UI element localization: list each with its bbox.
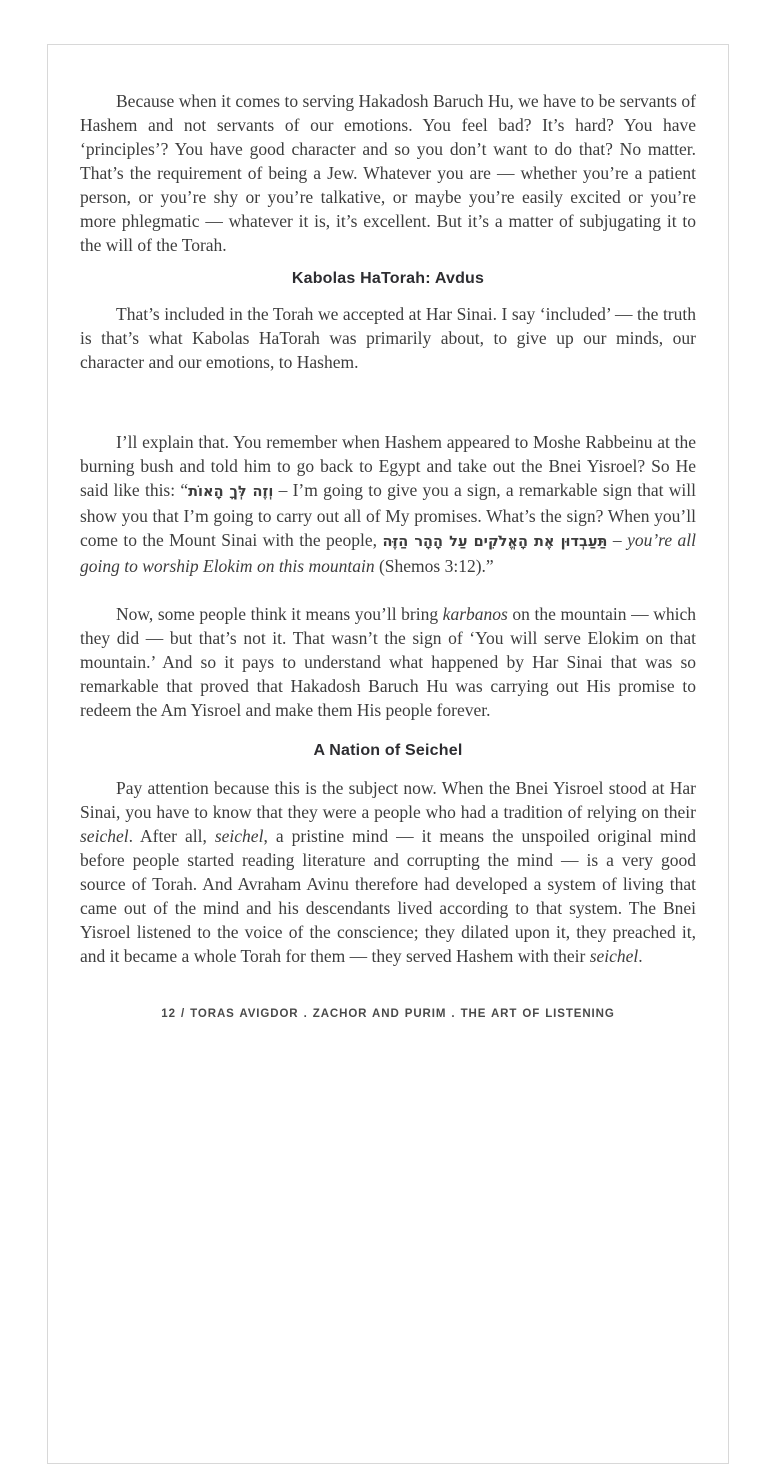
text-run: – [607,530,628,550]
hebrew-text-run: וְזֶה לְּךָ הָאוֹת [188,484,274,500]
section-heading-a-nation-of-seichel: A Nation of Seichel [313,742,463,759]
text-run: (Shemos 3:12).” [378,556,494,576]
text-run: on the mountain — which they did — but that’s not it. That wasn’t the sign of ‘You will serve Elokim on that mountain.’ And so it pays to understand what happened by Har Sinai that was so remarkable that proved that Hakadosh Baruch Hu was carrying out His promise to redeem the Am Yisroel and make them His people forever. [80,604,696,720]
italic-text-run: seichel [214,826,264,846]
text-run: . After all, [128,826,215,846]
page-footer-running-title: 12 / TORAS AVIGDOR . ZACHOR AND PURIM . THE ART OF LISTENING [161,1008,615,1020]
italic-text-run: you’re all going to worship Elokim on this mountain [80,530,696,576]
text-run: Now, some people think it means you’ll bring [116,604,443,624]
italic-text-run: karbanos [442,604,508,624]
paragraph-nation-of-seichel [80,776,696,968]
text-run: I’ll explain that. You remember when Hashem appeared to Moshe Rabbeinu at the burning bush and told him to go back to Egypt and take out the Bnei Yisroel? So He said like this: “ [80,432,696,500]
text-run: Because when it comes to serving Hakadosh Baruch Hu, we have to be servants of Hashem and not servants of our emotions. You feel bad? It’s hard? You have ‘principles’? You have good character and so you don’t want to do that? No matter. That’s the requirement of being a Jew. Whatever you are — whether you’re a patient person, or you’re shy or you’re talkative, or maybe you’re easily excited or you’re more phlegmatic — whatever it is, it’s excellent. But it’s a matter of subjugating it to the will of the Torah. [80,91,696,255]
text-run: That’s included in the Torah we accepted at Har Sinai. I say ‘included’ — the truth is that’s what Kabolas HaTorah was primarily about, to give up our minds, our character and our emotions, to Hashem. [80,304,696,372]
hebrew-text-run: תַּעַבְדוּן אֶת הָאֱלֹקִים עַל הָהָר הַזֶּה [382,534,608,550]
text-run: Pay attention because this is the subject now. When the Bnei Yisroel stood at Har Sinai, you have to know that they were a people who had a tradition of relying on their [80,778,696,822]
paragraph-karbanos-har-sinai [80,602,696,722]
text-run: . [638,946,643,966]
text-run: , a pristine mind — it means the unspoiled original mind before people started reading literature and corrupting the mind — is a very good source of Torah. And Avraham Avinu therefore had developed a system of living that came out of the mind and his descendants lived according to that system. The Bnei Yisroel listened to the voice of the conscience; they dilated upon it, they preached it, and it became a whole Torah for them — they served Hashem with their [80,826,696,966]
document-page [47,44,729,1464]
paragraph-burning-bush-sign [80,430,696,578]
italic-text-run: seichel [589,946,639,966]
paragraph-included-in-torah [80,302,696,374]
section-heading-kabolas-hatorah-avdus: Kabolas HaTorah: Avdus [291,270,485,287]
text-run: – I’m going to give you a sign, a remarkable sign that will show you that I’m going to carry out all of My promises. What’s the sign? When you’ll come to the Mount Sinai with the people, [80,480,696,550]
paragraph-intro-serving-hashem [80,89,696,257]
italic-text-run: seichel [80,826,129,846]
